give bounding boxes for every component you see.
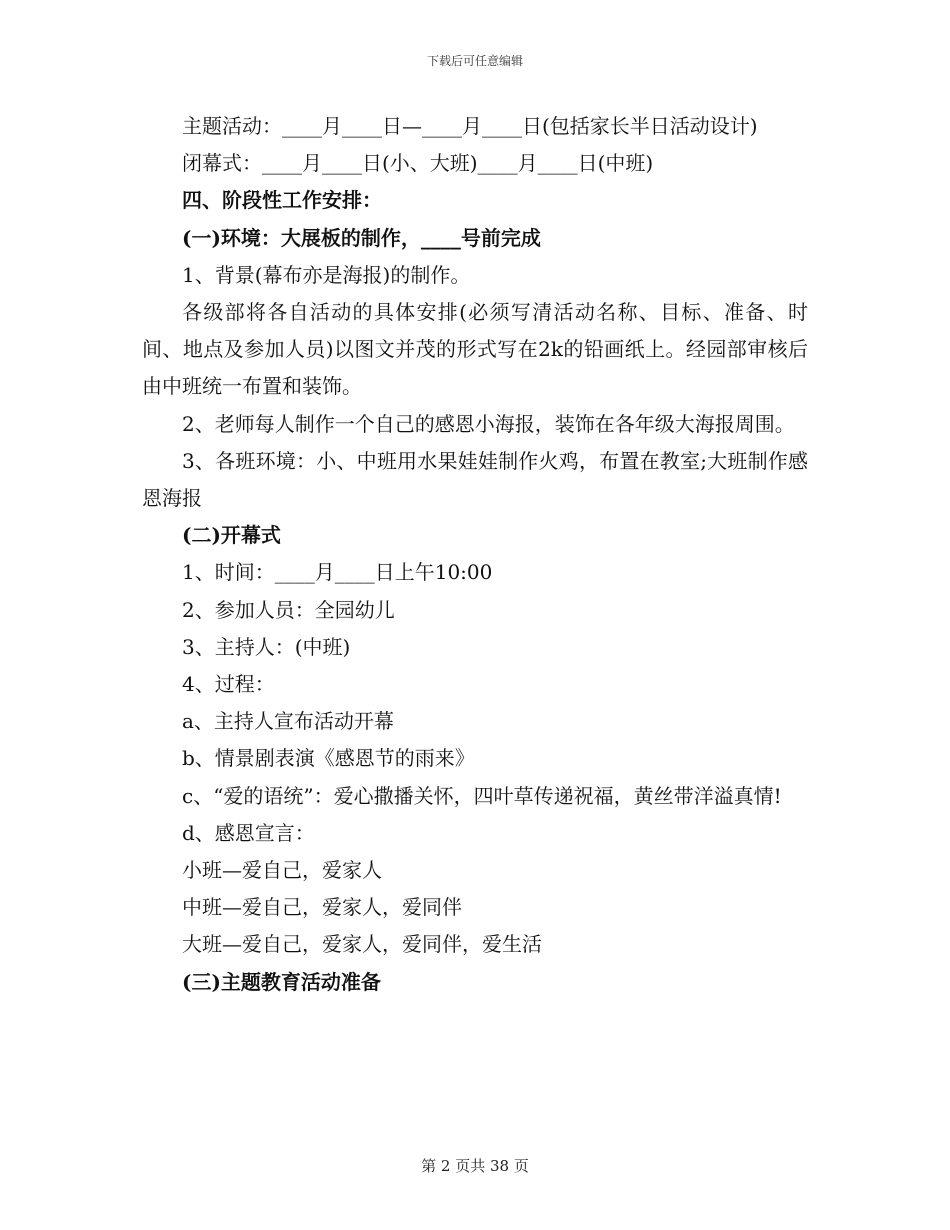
paragraph: 4、过程： [182,672,275,697]
subsection-heading: (二)开幕式 [182,523,281,548]
paragraph: 各级部将各自活动的具体安排(必须写清活动名称、目标、准备、时间、地点及参加人员)以图文并茂的形式写在2k的铅画纸上。经园部审核后由中班统一布置和装饰。 [142,300,808,399]
page-footer: 第 2 页共 38 页 [421,1157,529,1175]
paragraph: 1、时间：____月____日上午10:00 [182,560,493,585]
paragraph: 闭幕式：____月____日(小、大班)____月____日(中班) [182,151,654,176]
section-heading: 四、阶段性工作安排： [182,188,382,213]
subsection-heading: (三)主题教育活动准备 [182,969,381,994]
paragraph: c、“爱的语统”：爱心撒播关怀，四叶草传递祝福，黄丝带洋溢真情! [182,783,782,808]
paragraph: 2、参加人员：全园幼儿 [182,597,395,622]
paragraph: a、主持人宣布活动开幕 [182,709,394,734]
paragraph: 中班—爱自己，爱家人，爱同伴 [182,895,462,920]
paragraph: 3、各班环境：小、中班用水果娃娃制作火鸡，布置在教室;大班制作感恩海报 [142,448,808,511]
subsection-heading: (一)环境：大展板的制作，____号前完成 [182,225,541,250]
paragraph: 小班—爱自己，爱家人 [182,858,382,883]
paragraph: 1、背景(幕布亦是海报)的制作。 [182,262,471,287]
paragraph: d、感恩宣言： [182,820,315,845]
page-header: 下载后可任意编辑 [426,54,523,68]
document-body [142,108,808,1001]
paragraph: b、情景剧表演《感恩节的雨来》 [182,746,475,771]
paragraph: 2、老师每人制作一个自己的感恩小海报，装饰在各年级大海报周围。 [182,411,795,436]
paragraph: 3、主持人：(中班) [182,634,351,659]
paragraph: 主题活动：____月____日—____月____日(包括家长半日活动设计) [182,114,758,138]
paragraph: 大班—爱自己，爱家人，爱同伴，爱生活 [182,932,542,957]
